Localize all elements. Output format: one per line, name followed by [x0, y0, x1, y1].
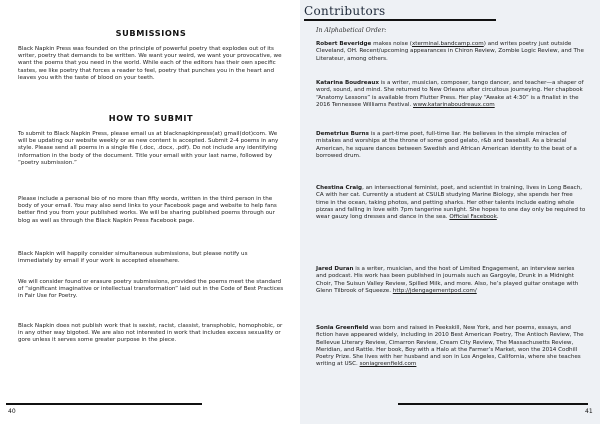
left-footer-rule [6, 403, 202, 405]
alphabetical-subtitle: In Alphabetical Order: [316, 27, 387, 34]
contributor-name: Sonia Greenfield [316, 325, 369, 331]
bio-sonia-greenfield: Sonia Greenfield was born and raised in Peekskill, New York, and her poems, essays, and fiction have appeared widely, including in 2010 Best American Poetry, The Antioch Review, The Bellevue Literary Review, Cimarron Review, Cream City Review, The Massachusetts Review, Meridian, and Rattle. Her book, Boy with a Halo at the Farmer’s Market, won the 2014 Codhill Poetry Prize. She lives with her husband and son in Los Angeles, California, where she teaches writing at USC. soniagreenfield.com [316, 325, 584, 368]
bio-link[interactable]: Official Facebook [449, 214, 497, 221]
bio-link[interactable]: soniagreenfield.com [359, 361, 417, 368]
left-page-number: 40 [8, 408, 16, 415]
right-footer-rule [398, 403, 588, 405]
how-paragraph-3: Black Napkin will happily consider simultaneous submissions, but please notify us immediately by email if your work is accepted elsewhere. [18, 251, 248, 265]
contributor-name: Demetrius Burns [316, 131, 369, 137]
submissions-heading: SUBMISSIONS [115, 28, 187, 38]
bio-demetrius-burns: Demetrius Burns is a part-time poet, full-time liar. He believes in the simple miracles of mistakes and worships at the throne of some good gelato, r&b and baseball. As a biracial American, he square dances between Swedish and African American identity to the beat of a borrowed drum. [316, 131, 577, 159]
how-to-submit-heading: HOW TO SUBMIT [108, 113, 194, 123]
bio-robert-beveridge: Robert Beveridge makes noise (xterminal.bandcamp.com) and writes poetry just outside Cleveland, OH. Recent/upcoming appearances in Chiron Review, Zombie Logic Review, and The Literateur, among others. [316, 41, 584, 62]
bio-link[interactable]: xterminal.bandcamp.com [411, 41, 484, 47]
contributor-name: Chestina Craig [316, 185, 363, 191]
how-paragraph-2: Please include a personal bio of no more than fifty words, written in the third person in the body of your email. You may also send links to your Facebook page and website to help fans better find you from your published works. We will be sharing published poems through our blog as well as through the Black Napkin Press Facebook page. [18, 196, 277, 224]
bio-link[interactable]: www.katarinaboudreaux.com [413, 101, 495, 108]
bio-katarina-boudreaux: Katarina Boudreaux is a writer, musician, composer, tango dancer, and teacher—a shaper of word, sound, and mind. She returned to New Orleans after circuitous journeying. Her chapbook “Anatomy Lessons” is available from Flutter Press. Her play “Awake at 4:30” is a finalist in the 2016 Tennessee Williams Festival. www.katarinaboudreaux.com [316, 80, 584, 108]
contributors-title: Contributors [304, 4, 386, 18]
contributor-name: Katarina Boudreaux [316, 80, 379, 86]
contributor-name: Jared Duran [316, 266, 354, 272]
how-paragraph-5: Black Napkin does not publish work that is sexist, racist, classist, transphobic, homophobic, or in any other way bigoted. We are also not interested in work that includes excess sexuality or gore unless it serves some greater purpose in the piece. [18, 323, 283, 344]
contributor-name: Robert Beveridge [316, 41, 372, 47]
bio-link[interactable]: http://jdengagementpod.com/ [392, 287, 477, 294]
bio-jared-duran: Jared Duran is a writer, musician, and the host of Limited Engagement, an interview series and podcast. His work has been published in journals such as Gargoyle, Drunk in a Midnight Choir, The Suisun Valley Review, Spilled Milk, and more. Also, he’s played guitar onstage with Glenn Tilbrook of Squeeze. http://jdengagementpod.com/ [316, 266, 579, 294]
how-paragraph-4: We will consider found or erasure poetry submissions, provided the poems meet the standard of “significant imaginative or intellectual transformation” laid out in the Code of Best Practices in Fair Use for Poetry. [18, 279, 284, 300]
how-paragraph-1: To submit to Black Napkin Press, please email us at blacknapkinpress(at) gmail(dot)com. We will be updating our website weekly or as new content is accepted. Submit 2-4 poems in any style. Please send all poems in a single file (.doc, .docx, .pdf). Do not include any identifying information in the body of the document. Title your email with your last name, followed by “poetry submission.” [18, 131, 279, 166]
title-underline [304, 19, 496, 21]
right-page-number: 41 [585, 408, 593, 415]
submissions-paragraph: Black Napkin Press was founded on the principle of powerful poetry that explodes out of its writer, poetry that demands to be written. We want your weird, we want your provocative, we want the poems that you need in the world. While each of the editors has their own specific tastes, we like poetry that forces a reader to feel, poetry that punches you in the heart and leaves you with the taste of blood on your teeth. [18, 46, 282, 81]
bio-chestina-craig: Chestina Craig, an intersectional feminist, poet, and scientist in training, lives in Long Beach, CA with her cat. Currently a student at CSULB studying Marine Biology, she spends her free time in the ocean, taking photos, and petting sharks. Her other talents include eating whole pizzas and falling in love with 7pm tangerine sunlight. She hopes to one day only be required to wear gauzy long dresses and dance in the sea. Official Facebook. [316, 185, 586, 221]
